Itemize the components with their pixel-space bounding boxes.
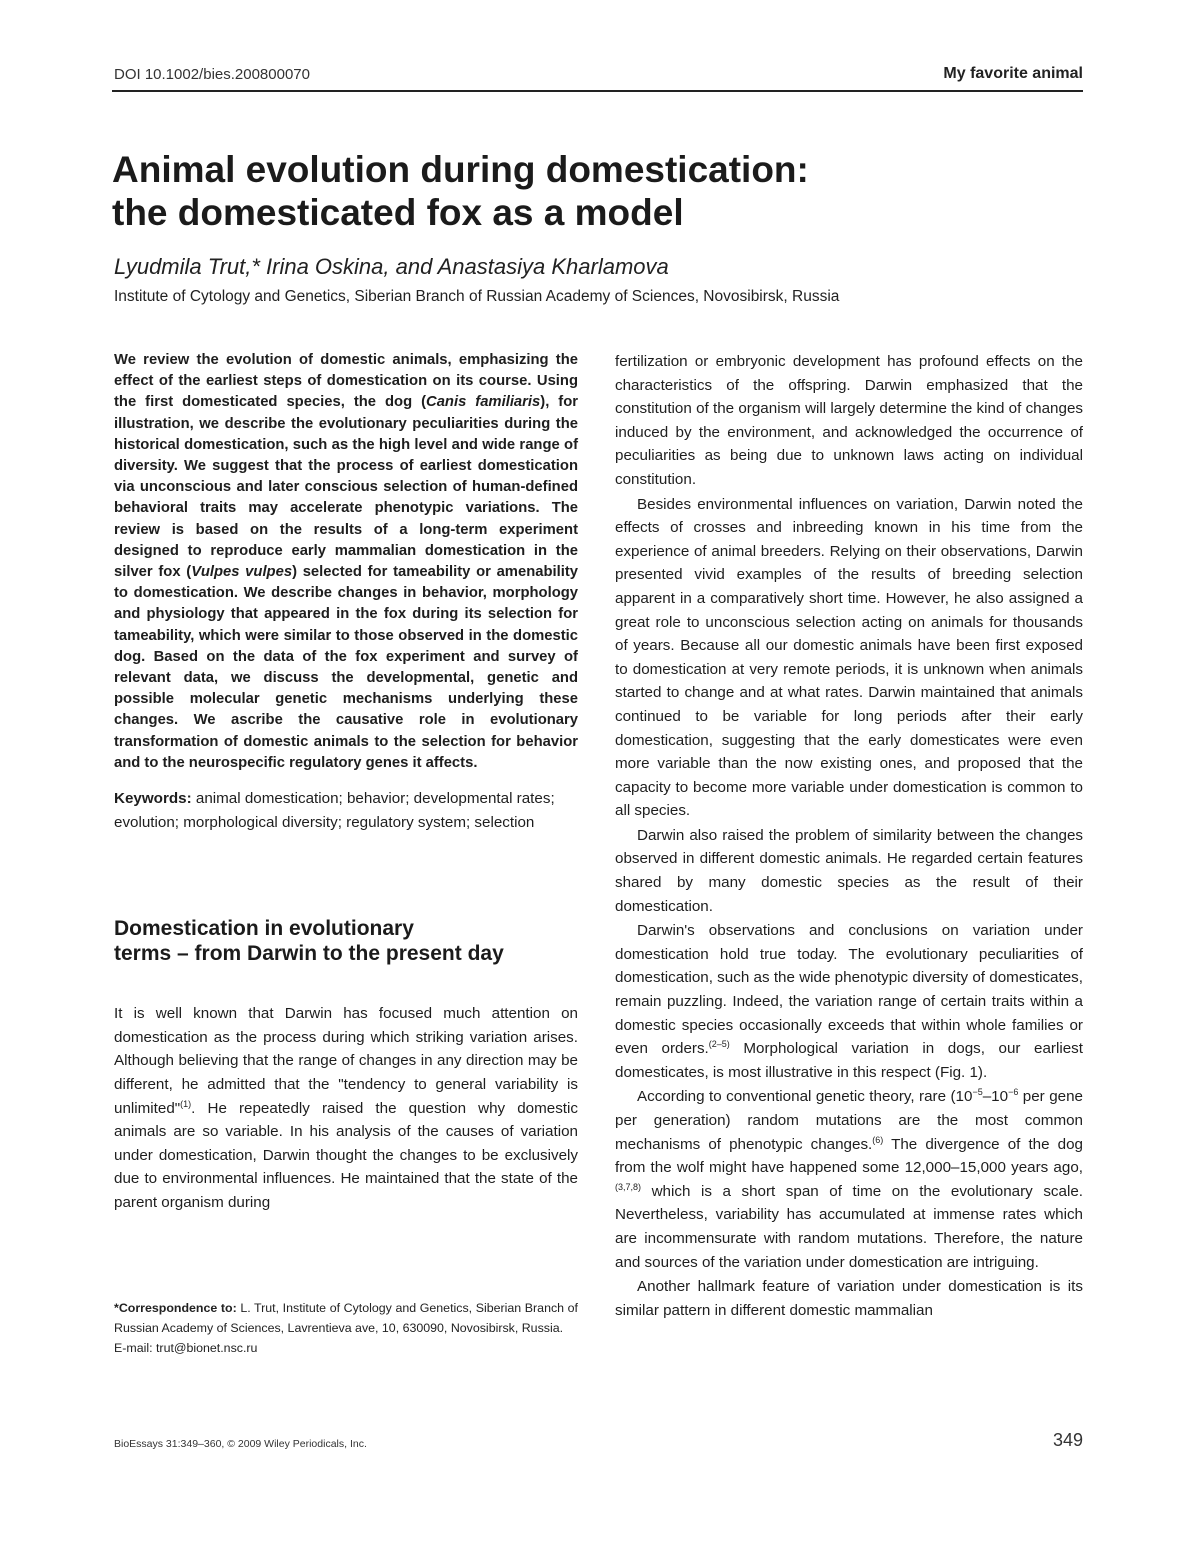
right-column [615,350,1083,1322]
section-header: My favorite animal [943,65,1083,82]
body-paragraph: It is well known that Darwin has focused much attention on domestication as the process during which striking variation arises. Although believing that the range of changes in any direction may be different, he admitted that the "tendency to general variability is unlimited"$^{(1)}$. He repeatedly raised the question why domestic animals are so variable. In his analysis of the causes of variation under domestication, Darwin thought the changes to be exclusively due to environmental influences. He maintained that the state of the parent organism during [114,1005,578,1211]
correspondence-footnote: *Correspondence to: L. Trut, Institute of Cytology and Genetics, Siberian Branch of Russian Academy of Sciences, Lavrentieva ave, 10, 630090, Novosibirsk, Russia. E-mail: trut@bionet.nsc.ru [114,1298,578,1358]
section-heading-line-2: terms – from Darwin to the present day [114,942,504,966]
abstract: We review the evolution of domestic animals, emphasizing the effect of the earliest steps of domestication on its course. Using the first domesticated species, the dog (Canis familiaris), for illustration, we describe the evolutionary peculiarities during the historical domestication, such as the high level and wide range of diversity. We suggest that the process of earliest domestication via unconscious and later conscious selection of human-defined behavioral traits may accelerate phenotypic variations. The review is based on the results of a long-term experiment designed to reproduce early mammalian domestication in the silver fox (Vulpes vulpes) selected for tameability or amenability to domestication. We describe changes in behavior, morphology and physiology that appeared in the fox during its selection for tameability, which were similar to those observed in the domestic dog. Based on the data of the fox experiment and survey of relevant data, we discuss the developmental, genetic and possible molecular genetic mechanisms underlying these changes. We ascribe the causative role in evolutionary transformation of domestic animals to the selection for behavior and to the neurospecific regulatory genes it affects. [114,352,578,771]
exponent: −5 [972,1087,983,1098]
body-paragraph: Another hallmark feature of variation under domestication is its similar pattern in different domestic mammalian [615,1278,1083,1319]
left-column [114,350,578,1215]
body-paragraph: According to conventional genetic theory, rare ($10^{-5}-10^{-6}$ per gene per generation) random mutations are the most common mechanisms of phenotypic changes.$^{(6)}$ The divergence of the dog from the wolf might have happened some 12,000–15,000 years ago,$^{(3,7,8)}$ which is a short span of time on the evolutionary scale. Nevertheless, variability has accumulated at immense rates which are incommensurate with random mutations. Therefore, the nature and sources of the variation under domestication are intriguing. [615,1087,1083,1271]
section-heading [114,916,578,966]
title-line-1: Animal evolution during domestication: [112,149,809,190]
citation-ref: (1) [180,1098,192,1109]
authors: Lyudmila Trut,* Irina Oskina, and Anastasiya Kharlamova [114,254,669,279]
body-paragraph: fertilization or embryonic development has profound effects on the characteristics of the offspring. Darwin emphasized that the constitution of the organism will largely determine the kind of changes induced by the environment, and acknowledged the occurrence of peculiarities as being due to unknown laws acting on individual constitution. [615,353,1083,488]
species-name: Canis familiaris [426,394,541,411]
exponent: −6 [1008,1087,1019,1098]
doi-header: DOI 10.1002/bies.200800070 [114,66,310,83]
keywords-label: Keywords: [114,790,192,808]
affiliation: Institute of Cytology and Genetics, Siberian Branch of Russian Academy of Sciences, Novosibirsk, Russia [114,288,840,305]
correspondence-email: E-mail: trut@bionet.nsc.ru [114,1341,258,1355]
title-line-2: the domesticated fox as a model [112,192,684,233]
body-paragraph: Darwin also raised the problem of similarity between the changes observed in different domestic animals. He regarded certain features shared by many domestic species as the result of their domestication. [615,826,1083,915]
header-rule [112,90,1083,92]
citation-ref: (6) [872,1134,884,1145]
body-paragraph: Darwin's observations and conclusions on variation under domestication hold true today. The evolutionary peculiarities of domestication, such as the wide phenotypic diversity of domesticates, remain puzzling. Indeed, the variation range of certain traits within a domestic species occasionally exceeds that within whole families or even orders.$^{(2-5)}$ Morphological variation in dogs, our earliest domesticates, is most illustrative in this respect (Fig. 1). [615,922,1083,1081]
correspondence-label: *Correspondence to: [114,1301,237,1315]
section-heading-line-1: Domestication in evolutionary [114,917,414,941]
body-paragraph: Besides environmental influences on variation, Darwin noted the effects of crosses and inbreeding known in his time from the experience of animal breeders. Relying on their observations, Darwin presented vivid examples of the results of breeding selection apparent in a comparatively short time. However, he also assigned a great role to unconscious selection acting on animals for thousands of years. Because all our domestic animals have been first exposed to domestication at very remote periods, it is unknown when animals started to change and at what rates. Darwin maintained that animals continued to be variable for long periods after their early domestication, suggesting that the early domesticates were even more variable than the now existing ones, and proposed that the capacity to become more variable under domestication is common to all species. [615,495,1083,820]
keywords: Keywords: animal domestication; behavior; developmental rates; evolution; morphological diversity; regulatory system; selection [114,790,555,831]
citation-ref: (3,7,8) [615,1181,642,1192]
page-number: 349 [1052,1430,1083,1450]
article-title [112,148,1092,234]
species-name: Vulpes vulpes [191,564,293,581]
journal-citation: BioEssays 31:349–360, © 2009 Wiley Periodicals, Inc. [114,1438,367,1450]
citation-ref: (2–5) [708,1039,730,1050]
